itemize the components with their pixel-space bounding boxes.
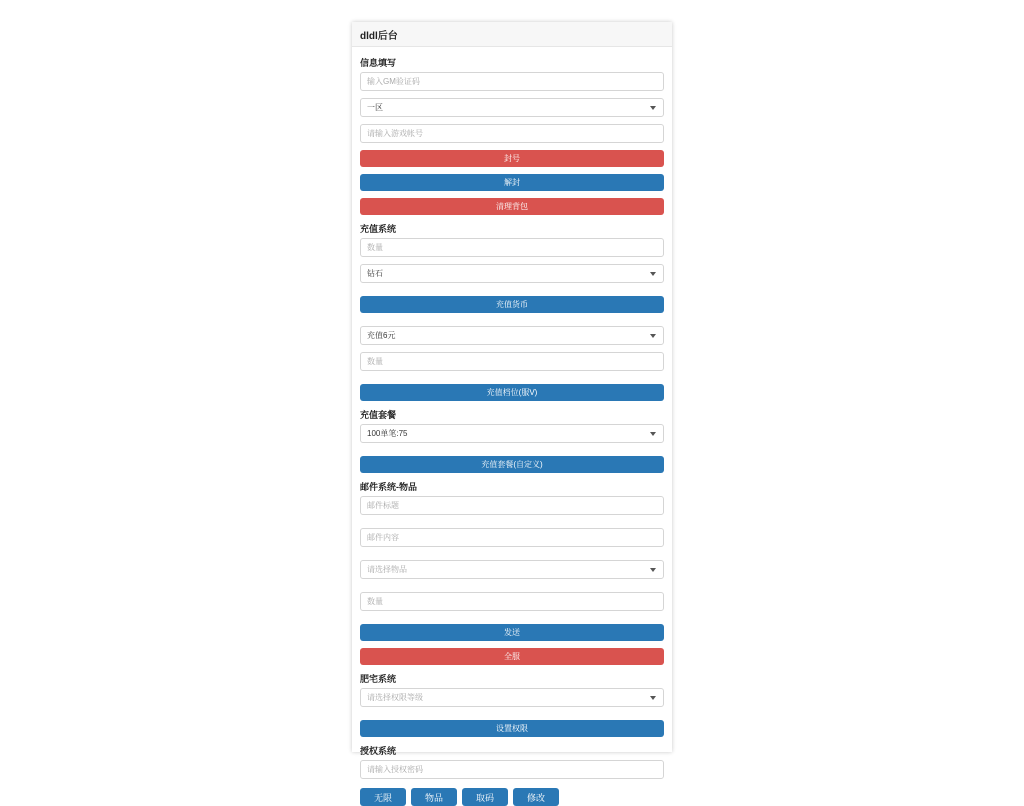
recharge-quantity-input[interactable]: 数量 xyxy=(360,352,664,371)
mail-send-button[interactable]: 发送 xyxy=(360,624,664,641)
mail-all-server-button[interactable]: 全服 xyxy=(360,648,664,665)
server-select-value: 一区 xyxy=(367,103,383,112)
chevron-down-icon xyxy=(650,696,656,700)
currency-select[interactable] xyxy=(360,264,664,283)
recharge-rank-button[interactable]: 充值档位(服V) xyxy=(360,384,664,401)
recharge-package-select[interactable] xyxy=(360,326,664,345)
recharge-amount-input[interactable]: 数量 xyxy=(360,238,664,257)
mail-title-input[interactable]: 邮件标题 xyxy=(360,496,664,515)
authorize-modify-button[interactable]: 修改 xyxy=(513,788,559,806)
custom-package-value: 100单笔:75 xyxy=(367,429,408,438)
section-label-recharge: 充值系统 xyxy=(360,224,397,234)
currency-select-value: 钻石 xyxy=(367,269,383,278)
panel-body xyxy=(352,47,672,806)
mail-count-input[interactable]: 数量 xyxy=(360,592,664,611)
gm-admin-panel xyxy=(352,22,672,803)
chevron-down-icon xyxy=(650,106,656,110)
authorize-unlimited-button[interactable]: 无限 xyxy=(360,788,406,806)
section-label-mail: 邮件系统-物品 xyxy=(360,482,417,492)
mail-item-select[interactable] xyxy=(360,560,664,579)
chevron-down-icon xyxy=(650,334,656,338)
mail-item-value: 请选择物品 xyxy=(367,565,407,574)
recharge-package-value: 充值6元 xyxy=(367,331,396,340)
ban-button[interactable]: 封号 xyxy=(360,150,664,167)
chevron-down-icon xyxy=(650,272,656,276)
chevron-down-icon xyxy=(650,432,656,436)
set-permission-button[interactable]: 设置权限 xyxy=(360,720,664,737)
permission-level-value: 请选择权限等级 xyxy=(367,693,423,702)
unban-button[interactable]: 解封 xyxy=(360,174,664,191)
section-label-info: 信息填写 xyxy=(360,58,397,68)
gm-code-input[interactable]: 输入GM验证码 xyxy=(360,72,664,91)
section-label-custom-package: 充值套餐 xyxy=(360,410,397,420)
clear-bag-button[interactable]: 清理背包 xyxy=(360,198,664,215)
panel-title: dldl后台 xyxy=(360,30,398,42)
authorize-item-button[interactable]: 物品 xyxy=(411,788,457,806)
account-input[interactable]: 请输入游戏帐号 xyxy=(360,124,664,143)
recharge-currency-button[interactable]: 充值货币 xyxy=(360,296,664,313)
authorize-button-row xyxy=(360,788,664,806)
custom-package-button[interactable]: 充值套餐(自定义) xyxy=(360,456,664,473)
section-label-permission: 肥宅系统 xyxy=(360,674,397,684)
chevron-down-icon xyxy=(650,568,656,572)
panel-header xyxy=(352,22,672,47)
custom-package-select[interactable] xyxy=(360,424,664,443)
server-select[interactable] xyxy=(360,98,664,117)
authorize-getcode-button[interactable]: 取码 xyxy=(462,788,508,806)
mail-content-input[interactable]: 邮件内容 xyxy=(360,528,664,547)
permission-level-select[interactable] xyxy=(360,688,664,707)
section-label-authorize: 授权系统 xyxy=(360,746,397,756)
authorize-password-input[interactable]: 请输入授权密码 xyxy=(360,760,664,779)
